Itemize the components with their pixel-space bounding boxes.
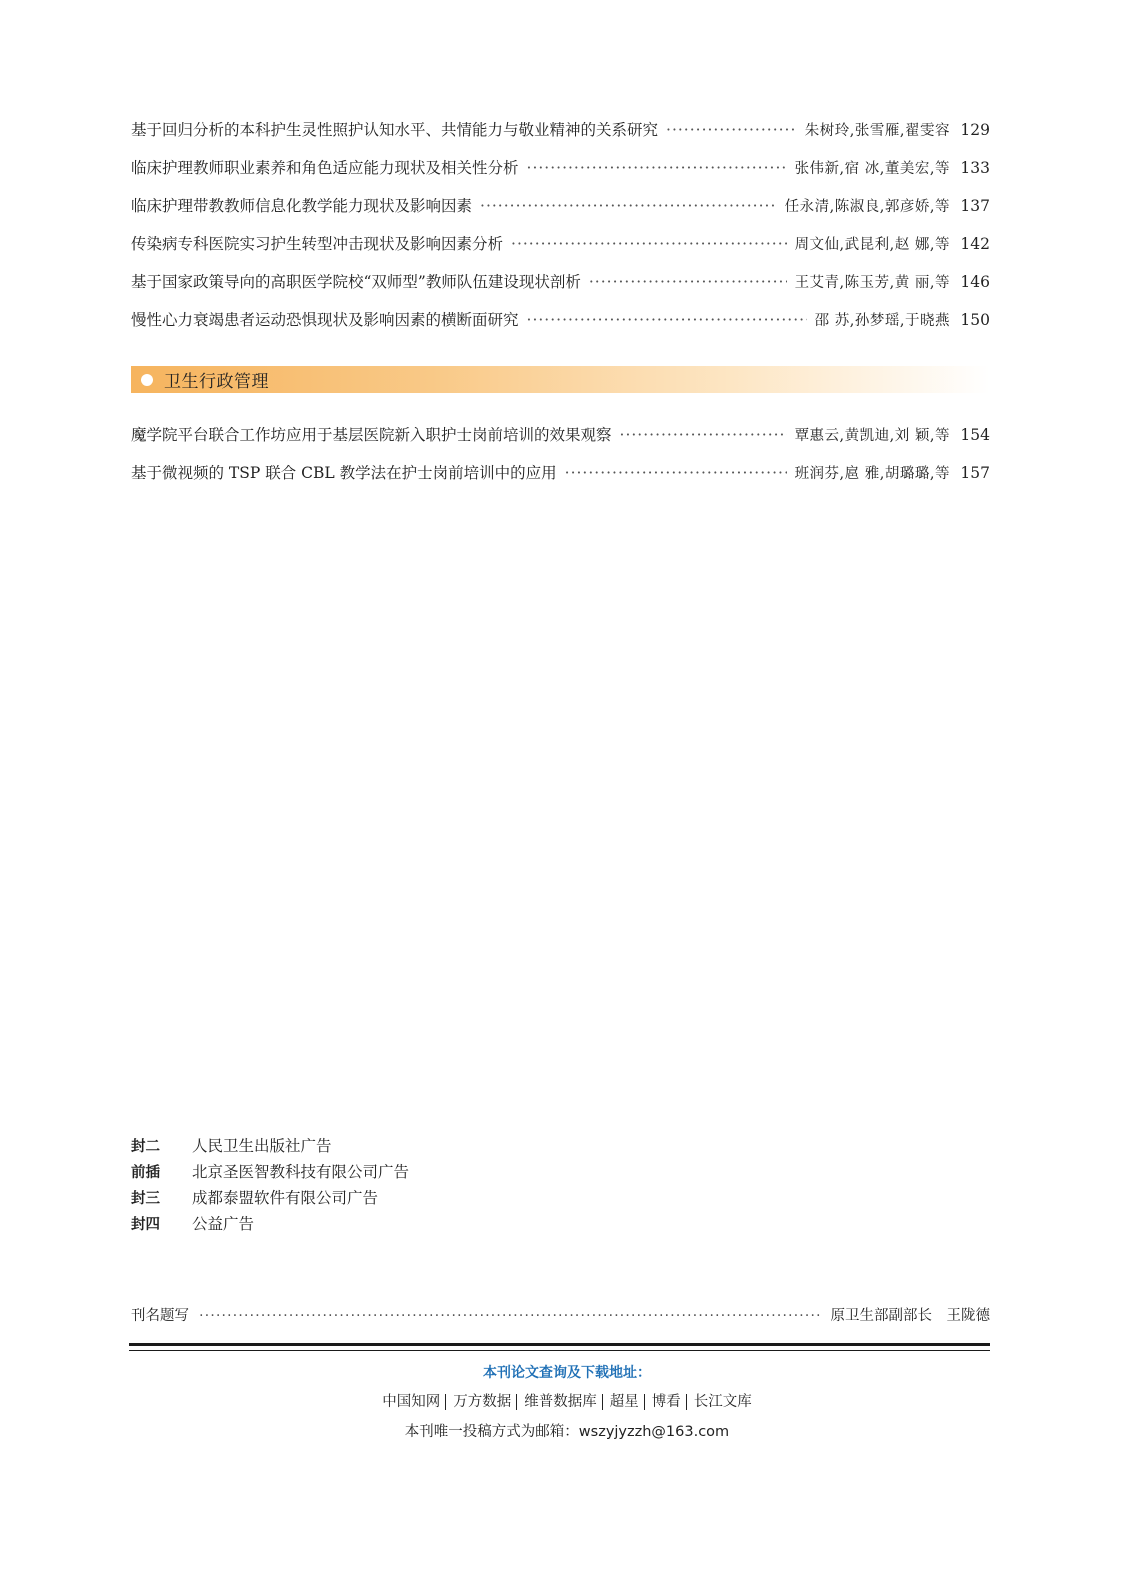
ad-item: [131, 1211, 409, 1237]
ad-item: [131, 1133, 409, 1159]
toc-entry-page: 137: [960, 197, 990, 215]
inscription-label: 刊名题写: [131, 1308, 189, 1324]
ad-text: 成都泰盟软件有限公司广告: [191, 1189, 378, 1207]
site-link[interactable]: 博看: [644, 1394, 681, 1410]
title-inscription-credit: [131, 1303, 990, 1329]
toc-entry-page: 157: [960, 464, 990, 482]
ad-item: [131, 1159, 409, 1185]
leader-dots: [199, 1303, 821, 1329]
toc-entry-authors: 班润芬,扈 雅,胡璐璐,等: [794, 466, 950, 482]
toc-entry[interactable]: [131, 301, 990, 339]
toc-entry-page: 133: [960, 159, 990, 177]
ad-item: [131, 1185, 409, 1211]
toc-entry-title: 基于回归分析的本科护生灵性照护认知水平、共情能力与敬业精神的关系研究: [131, 121, 659, 139]
toc-entry-authors: 覃惠云,黄凯迪,刘 颖,等: [794, 428, 950, 444]
ad-position-label: 封四: [131, 1217, 160, 1233]
toc-entry-page: 142: [960, 235, 990, 253]
toc-entry-authors: 任永清,陈淑良,郭彦娇,等: [784, 199, 950, 215]
toc-entry-title: 基于国家政策导向的高职医学院校“双师型”教师队伍建设现状剖析: [131, 273, 581, 291]
site-link[interactable]: 长江文库: [686, 1394, 752, 1410]
toc-entry[interactable]: [131, 416, 990, 454]
leader-dots: [589, 263, 787, 301]
section-title: 卫生行政管理: [164, 372, 269, 392]
ad-position-label: 封二: [131, 1139, 160, 1155]
leader-dots: [511, 225, 787, 263]
toc-entry-page: 129: [960, 121, 990, 139]
ad-position-label: 封三: [131, 1191, 160, 1207]
divider-thin: [129, 1350, 990, 1351]
leader-dots: [527, 149, 787, 187]
toc-entry-title: 魔学院平台联合工作坊应用于基层医院新入职护士岗前培训的效果观察: [131, 426, 612, 444]
ad-list: [131, 1133, 409, 1237]
toc-entry[interactable]: [131, 225, 990, 263]
ad-text: 公益广告: [191, 1215, 254, 1233]
toc-entry[interactable]: [131, 149, 990, 187]
toc-entry[interactable]: [131, 263, 990, 301]
toc-entry-page: 154: [960, 426, 990, 444]
inscription-credit: 原卫生部副部长 王陇德: [830, 1308, 990, 1324]
section-header-bar: [131, 366, 990, 393]
toc-list-nursing: [131, 111, 990, 339]
ad-text: 人民卫生出版社广告: [191, 1137, 332, 1155]
toc-entry-title: 慢性心力衰竭患者运动恐惧现状及影响因素的横断面研究: [131, 311, 519, 329]
toc-entry-title: 临床护理教师职业素养和角色适应能力现状及相关性分析: [131, 159, 519, 177]
leader-dots: [565, 454, 787, 492]
ad-text: 北京圣医智教科技有限公司广告: [191, 1163, 409, 1181]
divider-thick: [129, 1343, 990, 1346]
bullet-dot-icon: [141, 374, 153, 386]
ad-position-label: 前插: [131, 1165, 160, 1181]
toc-list-admin: [131, 416, 990, 492]
site-link[interactable]: 中国知网: [382, 1394, 441, 1410]
submission-email: 本刊唯一投稿方式为邮箱：wszyjyzzh@163.com: [404, 1424, 730, 1440]
toc-entry-page: 150: [960, 311, 990, 329]
toc-entry-authors: 朱树玲,张雪雁,翟雯容: [804, 123, 950, 139]
site-link[interactable]: 万方数据: [445, 1394, 511, 1410]
toc-entry-authors: 周文仙,武昆利,赵 娜,等: [794, 237, 950, 253]
toc-entry-authors: 邵 苏,孙梦瑶,于晓燕: [814, 313, 950, 329]
site-link[interactable]: 维普数据库: [516, 1394, 597, 1410]
leader-dots: [666, 111, 797, 149]
toc-entry-authors: 王艾青,陈玉芳,黄 丽,等: [794, 275, 950, 291]
leader-dots: [527, 301, 807, 339]
leader-dots: [620, 416, 787, 454]
toc-entry[interactable]: [131, 187, 990, 225]
toc-entry-title: 传染病专科医院实习护生转型冲击现状及影响因素分析: [131, 235, 504, 253]
site-link[interactable]: 超星: [602, 1394, 639, 1410]
leader-dots: [480, 187, 777, 225]
download-sites: [0, 1390, 1134, 1411]
toc-entry[interactable]: [131, 111, 990, 149]
toc-entry-title: 临床护理带教教师信息化教学能力现状及影响因素: [131, 197, 473, 215]
toc-entry[interactable]: [131, 454, 990, 492]
toc-entry-title: 基于微视频的 TSP 联合 CBL 教学法在护士岗前培训中的应用: [131, 464, 557, 482]
toc-entry-authors: 张伟新,宿 冰,董美宏,等: [794, 161, 950, 177]
toc-entry-page: 146: [960, 273, 990, 291]
download-heading: 本刊论文查询及下载地址：: [483, 1365, 651, 1381]
